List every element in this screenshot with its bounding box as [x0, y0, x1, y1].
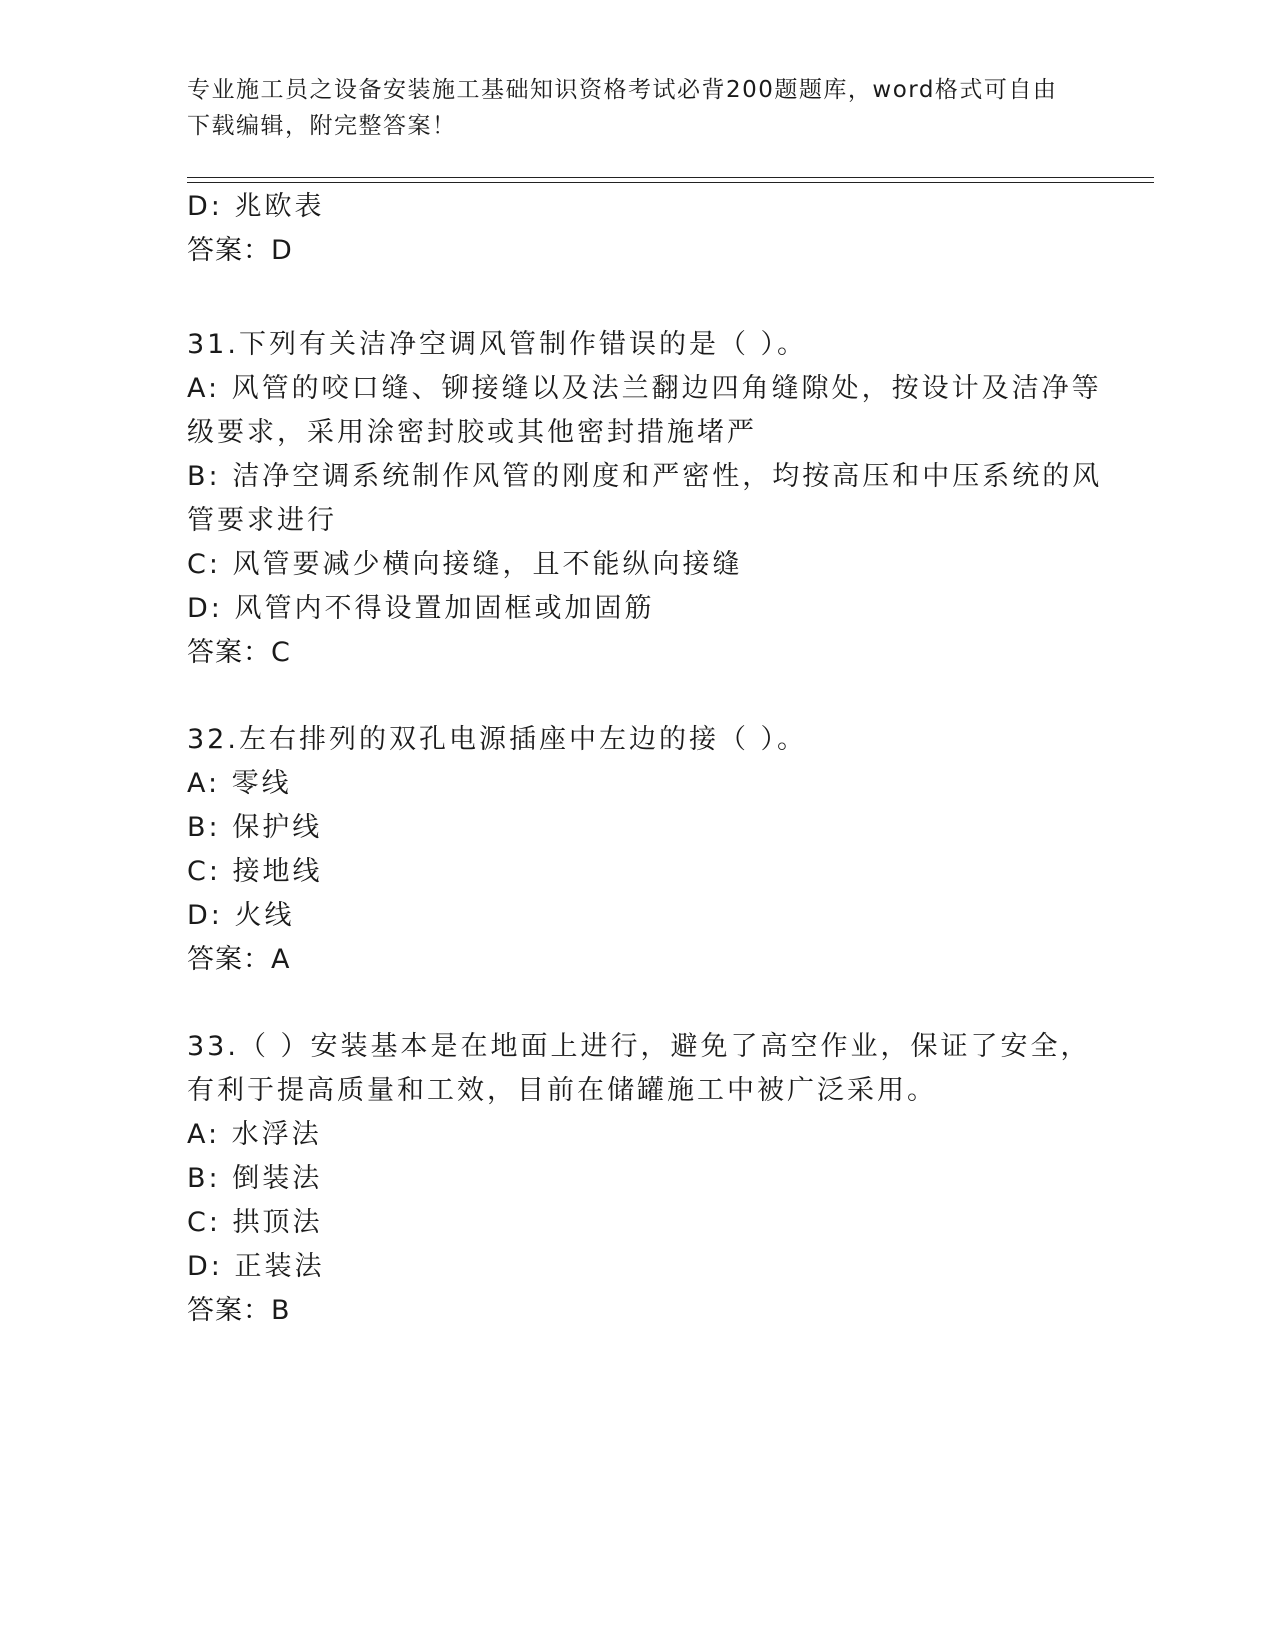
prev-question-option-d: D: 兆欧表 [187, 191, 325, 222]
answer-label: 答案： [187, 944, 271, 975]
prev-question-answer [187, 234, 293, 268]
header-divider-top [187, 177, 1154, 178]
question-33-option-a: A: 水浮法 [187, 1119, 322, 1150]
question-31-stem: 31.下列有关洁净空调风管制作错误的是（ ）。 [187, 329, 808, 360]
question-31-option-b-line-2: 管要求进行 [187, 505, 337, 536]
question-31-option-c: C: 风管要减少横向接缝，且不能纵向接缝 [187, 549, 743, 580]
question-33-option-c: C: 拱顶法 [187, 1207, 323, 1238]
answer-value: D [271, 235, 293, 266]
question-31-option-b-line-1: B: 洁净空调系统制作风管的刚度和严密性，均按高压和中压系统的风 [187, 461, 1103, 492]
document-header [187, 72, 1067, 144]
question-33-stem-line-1: 33.（ ）安装基本是在地面上进行，避免了高空作业，保证了安全， [187, 1031, 1091, 1062]
answer-label: 答案： [187, 1295, 271, 1326]
question-32-stem: 32.左右排列的双孔电源插座中左边的接（ ）。 [187, 724, 808, 755]
header-title-line-1: 专业施工员之设备安装施工基础知识资格考试必背200题题库，word格式可自由 [187, 77, 1058, 103]
question-33-option-b: B: 倒装法 [187, 1163, 323, 1194]
answer-label: 答案： [187, 637, 271, 668]
question-33-stem-line-2: 有利于提高质量和工效，目前在储罐施工中被广泛采用。 [187, 1075, 937, 1106]
question-31-option-d: D: 风管内不得设置加固框或加固筋 [187, 593, 655, 624]
answer-value: A [271, 944, 291, 975]
question-32-option-d: D: 火线 [187, 900, 295, 931]
answer-label: 答案： [187, 235, 271, 266]
question-31-option-a-line-2: 级要求，采用涂密封胶或其他密封措施堵严 [187, 417, 757, 448]
question-33-answer [187, 1294, 291, 1328]
question-32-option-b: B: 保护线 [187, 812, 323, 843]
question-33-option-d: D: 正装法 [187, 1251, 325, 1282]
header-divider-bottom [187, 182, 1154, 183]
question-32-option-a: A: 零线 [187, 768, 292, 799]
question-32-answer [187, 943, 290, 977]
question-32-option-c: C: 接地线 [187, 856, 323, 887]
header-title-line-2: 下载编辑，附完整答案！ [187, 113, 457, 139]
question-31-answer [187, 636, 291, 670]
answer-value: B [271, 1295, 291, 1326]
answer-value: C [271, 637, 291, 668]
question-31-option-a-line-1: A: 风管的咬口缝、铆接缝以及法兰翻边四角缝隙处，按设计及洁净等 [187, 373, 1102, 404]
